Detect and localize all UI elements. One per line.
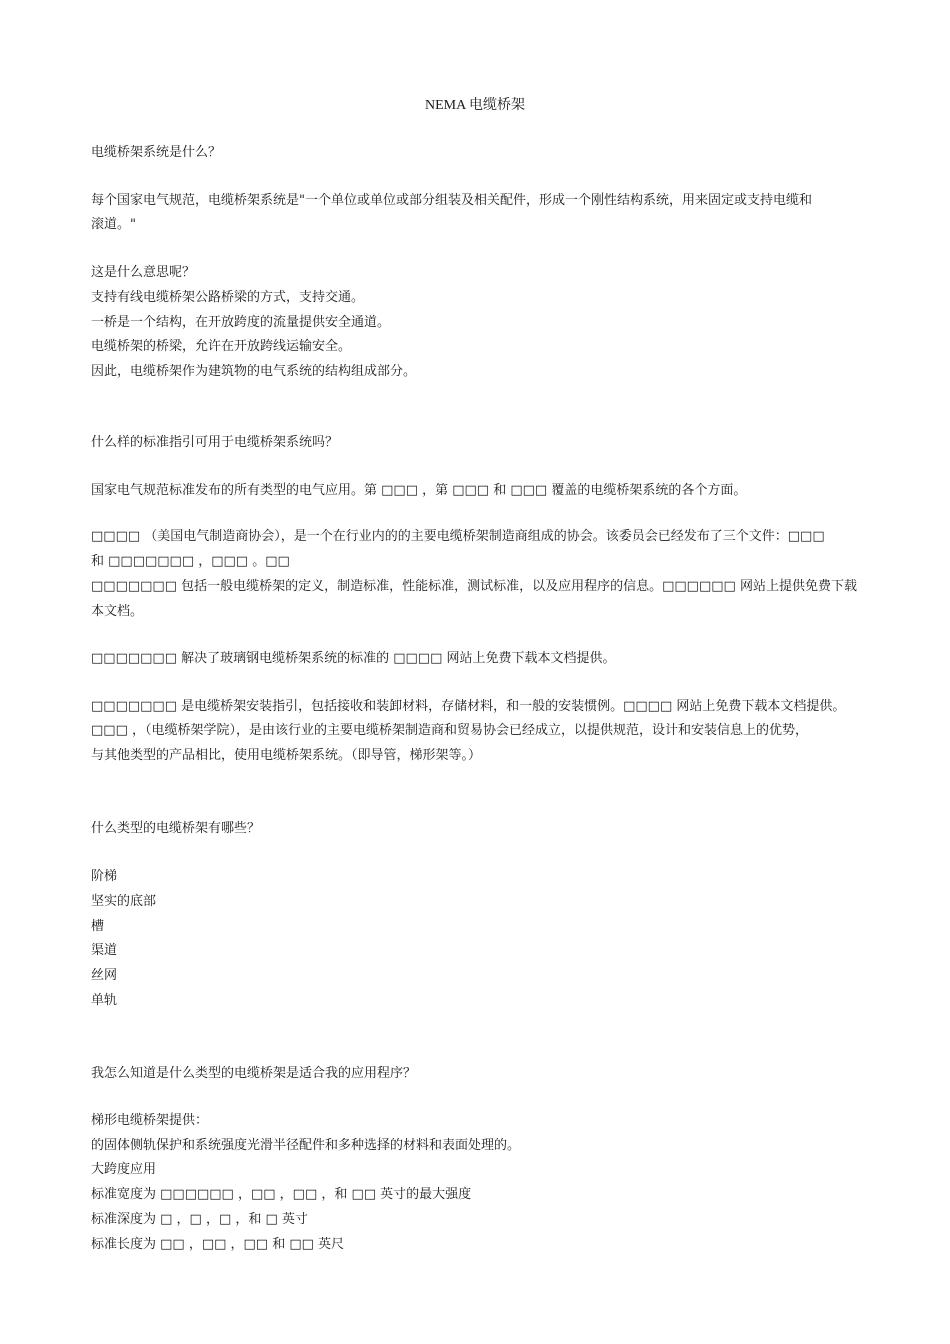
- list-item: 渠道: [91, 943, 118, 958]
- heading-tray-types: 什么类型的电缆桥架有哪些？: [91, 821, 261, 836]
- list-item: 丝网: [91, 968, 118, 983]
- paragraph-line: □□□□□□□ 是电缆桥架安装指引，包括接收和装卸材料，存储材料，和一般的安装惯例。□□□□ 网站上免费下载本文档提供。: [91, 699, 846, 714]
- paragraph-line: 支持有线电缆桥架公路桥梁的方式，支持交通。: [91, 290, 365, 305]
- heading-which-type: 我怎么知道是什么类型的电缆桥架是适合我的应用程序？: [91, 1066, 417, 1081]
- paragraph-line: 的固体侧轨保护和系统强度光滑半径配件和多种选择的材料和表面处理的。: [91, 1138, 521, 1153]
- paragraph-line: □□□ ，（电缆桥架学院），是由该行业的主要电缆桥架制造商和贸易协会已经成立，以提供规范，设计和安装信息上的优势，: [91, 723, 808, 738]
- paragraph-line: 标准宽度为 □□□□□□ ，□□ ，□□ ，和 □□ 英寸的最大强度: [91, 1187, 472, 1202]
- paragraph-line: 电缆桥架的桥梁，允许在开放跨线运输安全。: [91, 339, 352, 354]
- paragraph-line: □□□□ （美国电气制造商协会），是一个在行业内的的主要电缆桥架制造商组成的协会。该委员会已经发布了三个文件：□□□: [91, 529, 825, 544]
- paragraph-line: 和 □□□□□□□ ，□□□ 。□□: [91, 554, 290, 569]
- document-title: NEMA 电缆桥架: [425, 98, 525, 113]
- paragraph-line: 因此，电缆桥架作为建筑物的电气系统的结构组成部分。: [91, 364, 417, 379]
- paragraph-line: 大跨度应用: [91, 1162, 157, 1177]
- paragraph-line: 标准长度为 □□ ，□□ ，□□ 和 □□ 英尺: [91, 1237, 345, 1252]
- heading-what-is-tray: 电缆桥架系统是什么？: [91, 145, 222, 160]
- list-item: 坚实的底部: [91, 894, 157, 909]
- paragraph-line: 本文档。: [91, 604, 144, 619]
- paragraph-line: 滚道。": [91, 217, 136, 232]
- list-item: 阶梯: [91, 869, 118, 884]
- paragraph-line: 国家电气规范标准发布的所有类型的电气应用。第 □□□ ，第 □□□ 和 □□□ 覆盖的电缆桥架系统的各个方面。: [91, 483, 747, 498]
- list-item: 单轨: [91, 993, 118, 1008]
- paragraph-line: □□□□□□□ 包括一般电缆桥架的定义，制造标准，性能标准，测试标准，以及应用程序的信息。□□□□□□ 网站上提供免费下载: [91, 579, 857, 594]
- paragraph-line: 一桥是一个结构，在开放跨度的流量提供安全通道。: [91, 315, 391, 330]
- paragraph-line: 与其他类型的产品相比，使用电缆桥架系统。（即导管，梯形架等。）: [91, 748, 482, 763]
- paragraph-line: 梯形电缆桥架提供：: [91, 1113, 209, 1128]
- paragraph-line: 这是什么意思呢？: [91, 265, 196, 280]
- paragraph-line: 每个国家电气规范，电缆桥架系统是"一个单位或单位或部分组装及相关配件，形成一个刚性结构系统，用来固定或支持电缆和: [91, 193, 812, 208]
- paragraph-line: □□□□□□□ 解决了玻璃钢电缆桥架系统的标准的 □□□□ 网站上免费下载本文档提供。: [91, 651, 616, 666]
- heading-standards: 什么样的标准指引可用于电缆桥架系统吗？: [91, 435, 339, 450]
- paragraph-line: 标准深度为 □ ，□ ，□ ，和 □ 英寸: [91, 1212, 308, 1227]
- list-item: 槽: [91, 919, 105, 934]
